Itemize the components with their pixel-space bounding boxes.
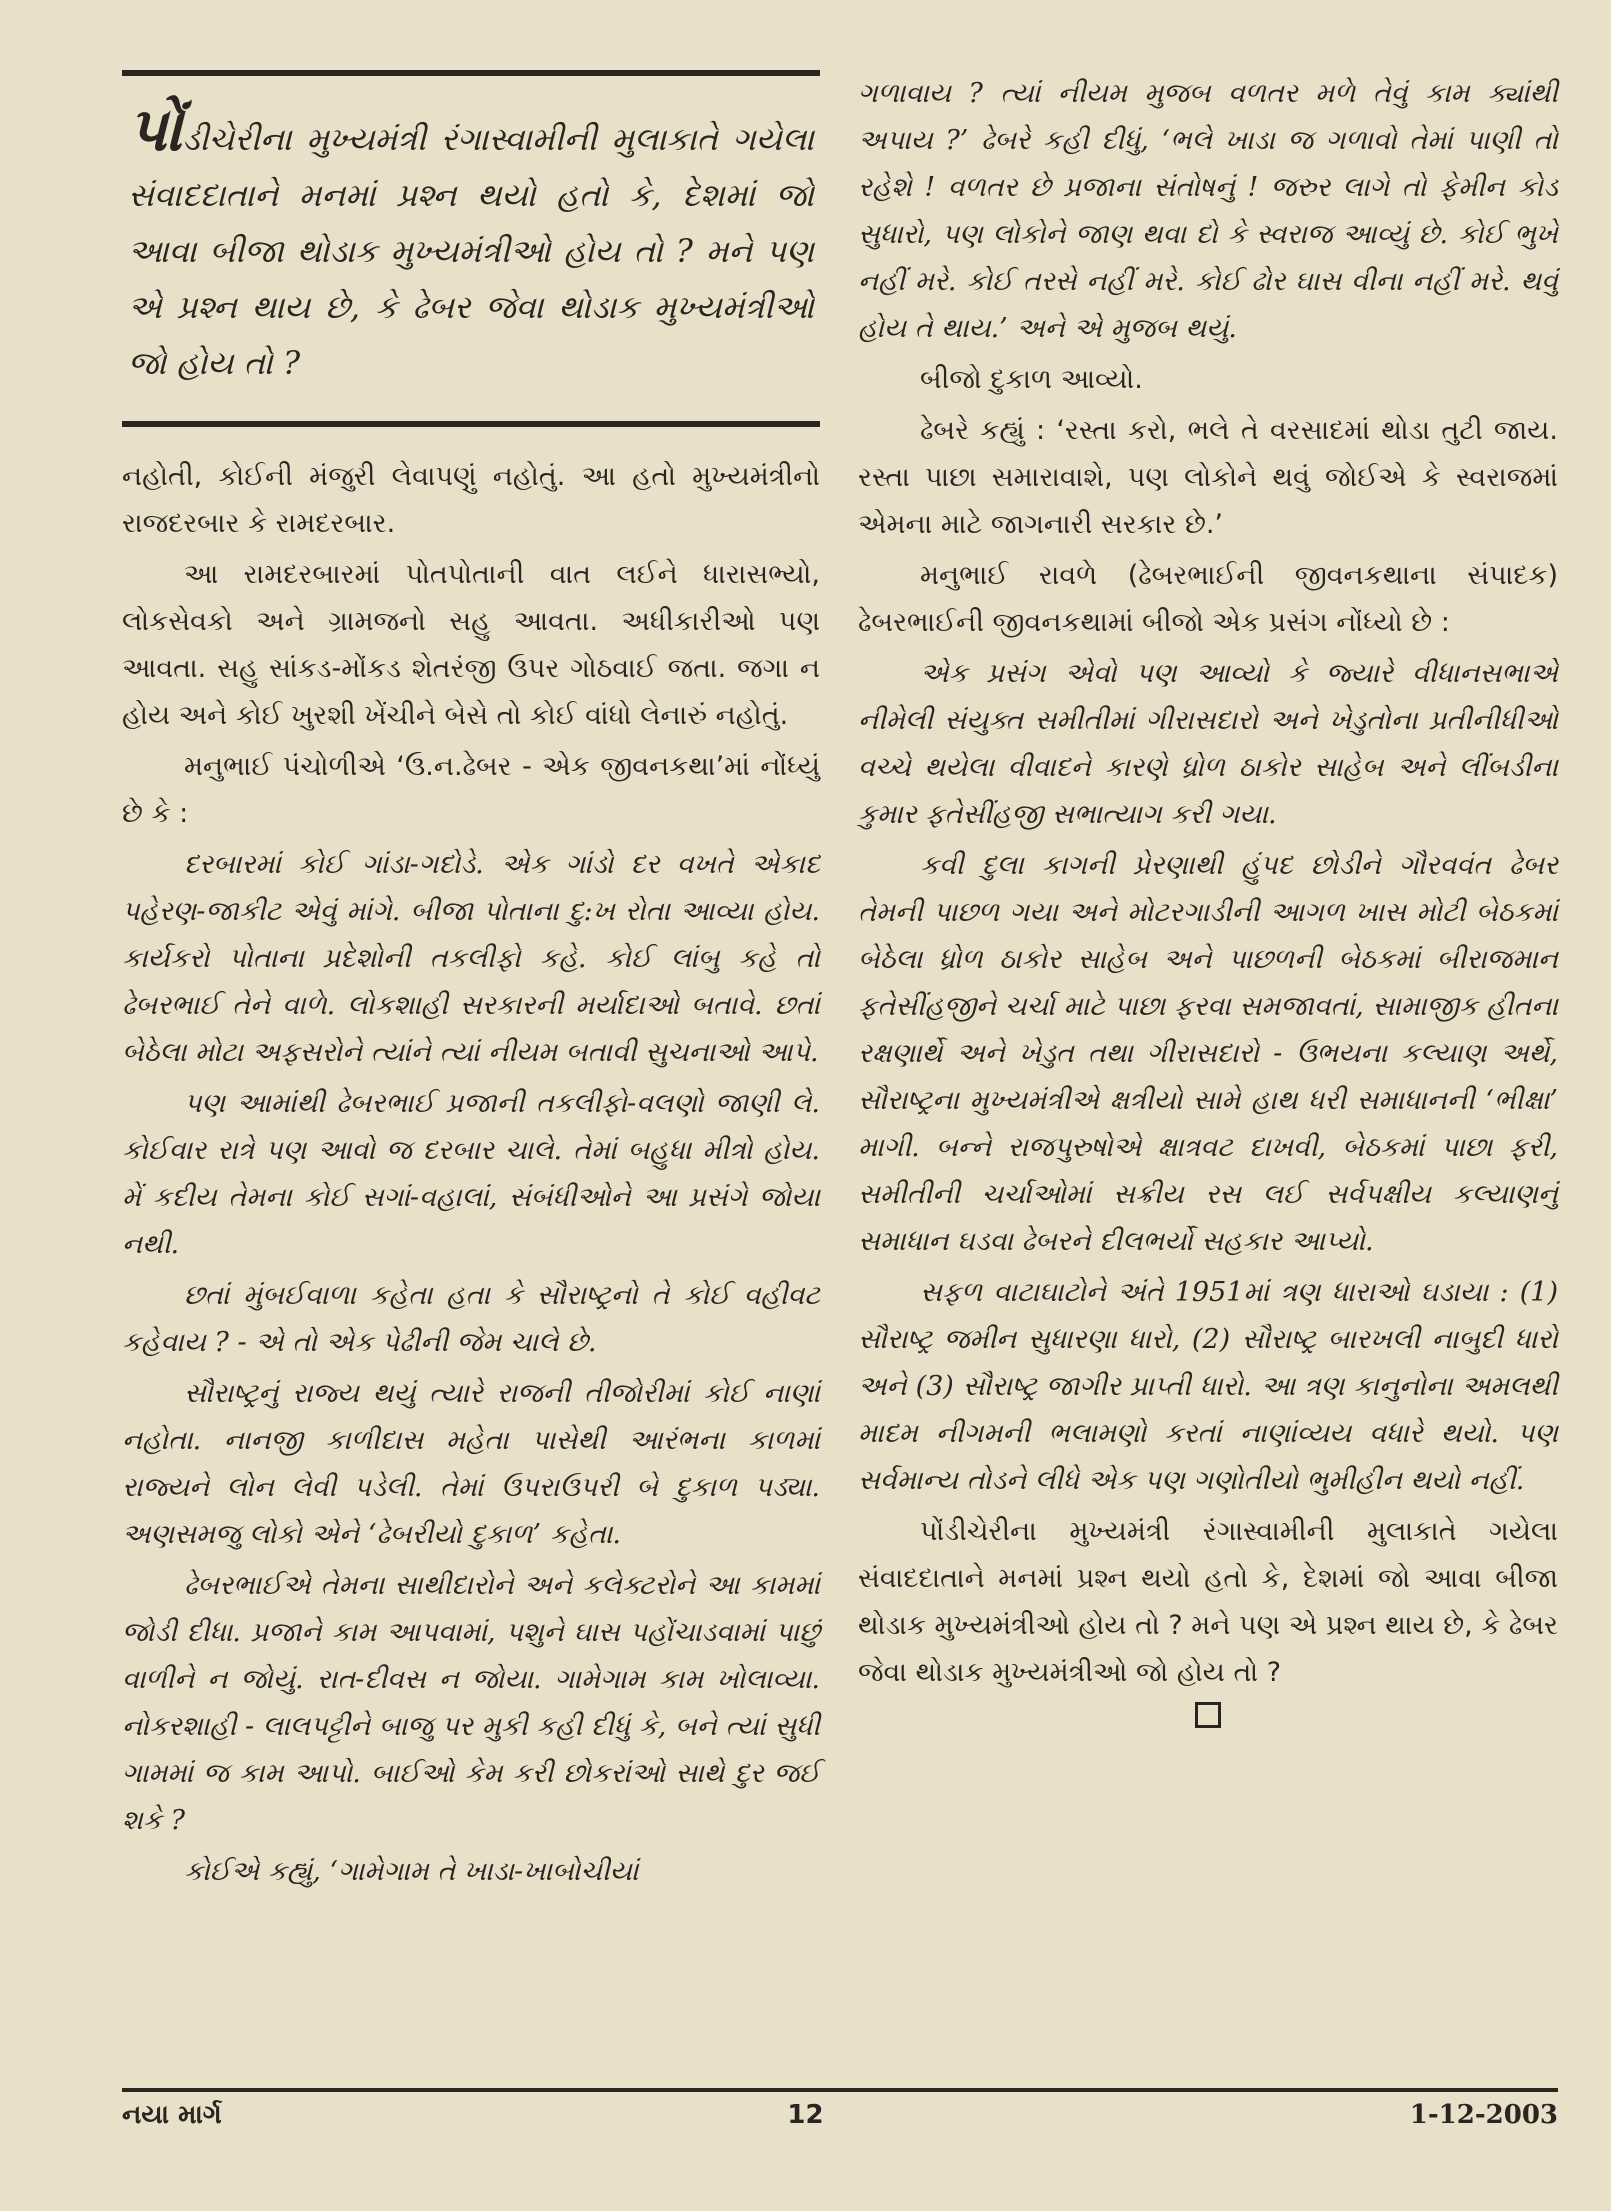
- footer-page-number: 12: [787, 2100, 824, 2130]
- footer-magazine-name: નયા માર્ગ: [122, 2100, 222, 2130]
- paragraph: મનુભાઈ રાવળે (ઢેબરભાઈની જીવનકથાના સંપાદક) ઢેબરભાઈની જીવનકથામાં બીજો એક પ્રસંગ નોંધ્યો છે :: [858, 560, 1558, 638]
- pullquote-dropcap: પોં: [128, 95, 182, 165]
- paragraph: નહોતી, કોઈની મંજુરી લેવાપણું નહોતું. આ હતો મુખ્યમંત્રીનો રાજદરબાર કે રામદરબાર.: [122, 461, 820, 539]
- pullquote-text: ડીચેરીના મુખ્યમંત્રી રંગાસ્વામીની મુલાકાતે ગયેલા સંવાદદાતાને મનમાં પ્રશ્ન થયો હતો કે, દેશમાં જો આવા બીજા થોડાક મુખ્યમંત્રીઓ હોય તો ? મને પણ એ પ્રશ્ન થાય છે, કે ઢેબર જેવા થોડાક મુખ્યમંત્રીઓ જો હોય તો ?: [128, 120, 814, 382]
- end-of-article-mark: [858, 1702, 1558, 1732]
- left-column: [122, 70, 820, 1899]
- right-body: [858, 70, 1558, 1696]
- footer-rule: [122, 2088, 1558, 2092]
- paragraph: સૌરાષ્ટ્રનું રાજ્ય થયું ત્યારે રાજની તીજોરીમાં કોઈ નાણાં નહોતા. નાનજી કાળીદાસ મહેતા પાસેથી આરંભના કાળમાં રાજ્યને લોન લેવી પડેલી. તેમાં ઉપરાઉપરી બે દુકાળ પડ્યા. અણસમજુ લોકો એને ‘ઢેબરીયો દુકાળ’ કહેતા.: [122, 1378, 820, 1550]
- pullquote-bottom-rule: [122, 421, 820, 427]
- paragraph: પણ આમાંથી ઢેબરભાઈ પ્રજાની તકલીફો-વલણો જાણી લે. કોઈવાર રાત્રે પણ આવો જ દરબાર ચાલે. તેમાં બહુધા મીત્રો હોય. મેં કદીય તેમના કોઈ સગાં-વહાલાં, સંબંધીઓને આ પ્રસંગે જોયા નથી.: [122, 1088, 820, 1260]
- paragraph: એક પ્રસંગ એવો પણ આવ્યો કે જ્યારે વીધાનસભાએ નીમેલી સંયુક્ત સમીતીમાં ગીરાસદારો અને ખેડુતોના પ્રતીનીધીઓ વચ્ચે થયેલા વીવાદને કારણે ધ્રોળ ઠાકોર સાહેબ અને લીંબડીના કુમાર ફતેસીંહજી સભાત્યાગ કરી ગયા.: [858, 658, 1558, 830]
- square-icon: [1195, 1702, 1221, 1728]
- footer-date: 1-12-2003: [1409, 2100, 1558, 2130]
- paragraph: ગળાવાય ? ત્યાં નીયમ મુજબ વળતર મળે તેવું કામ ક્યાંથી અપાય ?’ ઢેબરે કહી દીધું, ‘ભલે ખાડા જ ગળાવો તેમાં પાણી તો રહેશે ! વળતર છે પ્રજાના સંતોષનું ! જરુર લાગે તો ફેમીન કોડ સુધારો, પણ લોકોને જાણ થવા દો કે સ્વરાજ આવ્યું છે. કોઈ ભુખે નહીં મરે. કોઈ તરસે નહીં મરે. કોઈ ઢોર ઘાસ વીના નહીં મરે. થવું હોય તે થાય.’ અને એ મુજબ થયું.: [858, 78, 1558, 344]
- paragraph: સફળ વાટાઘાટોને અંતે 1951માં ત્રણ ધારાઓ ઘડાયા : (1) સૌરાષ્ટ્ર જમીન સુધારણા ધારો, (2) સૌરાષ્ટ્ર બારખલી નાબુદી ધારો અને (3) સૌરાષ્ટ્ર જાગીર પ્રાપ્તી ધારો. આ ત્રણ કાનુનોના અમલથી માદમ નીગમની ભલામણો કરતાં નાણાંવ્યય વધારે થયો. પણ સર્વમાન્ય તોડને લીધે એક પણ ગણોતીયો ભુમીહીન થયો નહીં.: [858, 1277, 1558, 1496]
- paragraph: મનુભાઈ પંચોળીએ ‘ઉ.ન.ઢેબર - એક જીવનકથા’માં નોંધ્યું છે કે :: [122, 751, 820, 829]
- paragraph: કોઈએ કહ્યું, ‘ગામેગામ તે ખાડા-ખાબોચીયાં: [184, 1856, 639, 1887]
- left-body: [122, 453, 820, 1895]
- paragraph: કવી દુલા કાગની પ્રેરણાથી હુંપદ છોડીને ગૌરવવંત ઢેબર તેમની પાછળ ગયા અને મોટરગાડીની આગળ ખાસ મોટી બેઠકમાં બેઠેલા ધ્રોળ ઠાકોર સાહેબ અને પાછળની બેઠકમાં બીરાજમાન ફતેસીંહજીને ચર્ચા માટે પાછા ફરવા સમજાવતાં, સામાજીક હીતના રક્ષણાર્થે અને ખેડુત તથા ગીરાસદારો - ઉભયના કલ્યાણ અર્થે, સૌરાષ્ટ્રના મુખ્યમંત્રીએ ક્ષત્રીયો સામે હાથ ધરી સમાધાનની ‘ભીક્ષા’ માગી. બન્ને રાજપુરુષોએ ક્ષાત્રવટ દાખવી, બેઠકમાં પાછા ફરી, સમીતીની ચર્ચાઓમાં સક્રીય રસ લઈ સર્વપક્ષીય કલ્યાણનું સમાધાન ઘડવા ઢેબરને દીલભર્યો સહકાર આપ્યો.: [858, 850, 1558, 1257]
- paragraph: આ રામદરબારમાં પોતપોતાની વાત લઈને ધારાસભ્યો, લોકસેવકો અને ગ્રામજનો સહુ આવતા. અધીકારીઓ પણ આવતા. સહુ સાંકડ-મોંકડ શેતરંજી ઉપર ગોઠવાઈ જતા. જગા ન હોય અને કોઈ ખુરશી ખેંચીને બેસે તો કોઈ વાંધો લેનારું નહોતું.: [122, 559, 820, 731]
- paragraph: બીજો દુકાળ આવ્યો.: [920, 364, 1143, 395]
- paragraph: દરબારમાં કોઈ ગાંડા-ગદોડે. એક ગાંડો દર વખતે એકાદ પહેરણ-જાકીટ એવું માંગે. બીજા પોતાના દુ:ખ રોતા આવ્યા હોય. કાર્યકરો પોતાના પ્રદેશોની તકલીફો કહે. કોઈ લાંબુ કહે તો ઢેબરભાઈ તેને વાળે. લોકશાહી સરકારની મર્યાદાઓ બતાવે. છતાં બેઠેલા મોટા અફસરોને ત્યાંને ત્યાં નીયમ બતાવી સુચનાઓ આપે.: [122, 849, 820, 1068]
- pullquote: [122, 76, 820, 421]
- paragraph: પોંડીચેરીના મુખ્યમંત્રી રંગાસ્વામીની મુલાકાતે ગયેલા સંવાદદાતાને મનમાં પ્રશ્ન થયો હતો કે, દેશમાં જો આવા બીજા થોડાક મુખ્યમંત્રીઓ હોય તો ? મને પણ એ પ્રશ્ન થાય છે, કે ઢેબર જેવા થોડાક મુખ્યમંત્રીઓ જો હોય તો ?: [858, 1516, 1558, 1688]
- paragraph: ઢેબરે કહ્યું : ‘રસ્તા કરો, ભલે તે વરસાદમાં થોડા તુટી જાય. રસ્તા પાછા સમારાવાશે, પણ લોકોને થવું જોઈએ કે સ્વરાજમાં એમના માટે જાગનારી સરકાર છે.’: [858, 415, 1558, 540]
- paragraph: છતાં મુંબઈવાળા કહેતા હતા કે સૌરાષ્ટ્રનો તે કોઈ વહીવટ કહેવાય ? - એ તો એક પેઢીની જેમ ચાલે છે.: [122, 1280, 820, 1358]
- right-column: [858, 70, 1558, 1732]
- paragraph: ઢેબરભાઈએ તેમના સાથીદારોને અને કલેક્ટરોને આ કામમાં જોડી દીધા. પ્રજાને કામ આપવામાં, પશુને ઘાસ પહોંચાડવામાં પાછું વાળીને ન જોયું. રાત-દીવસ ન જોયા. ગામેગામ કામ ખોલાવ્યા. નોકરશાહી - લાલપટ્ટીને બાજુ પર મુકી કહી દીધું કે, બને ત્યાં સુધી ગામમાં જ કામ આપો. બાઈઓ કેમ કરી છોકરાંઓ સાથે દુર જઈ શકે ?: [122, 1570, 820, 1836]
